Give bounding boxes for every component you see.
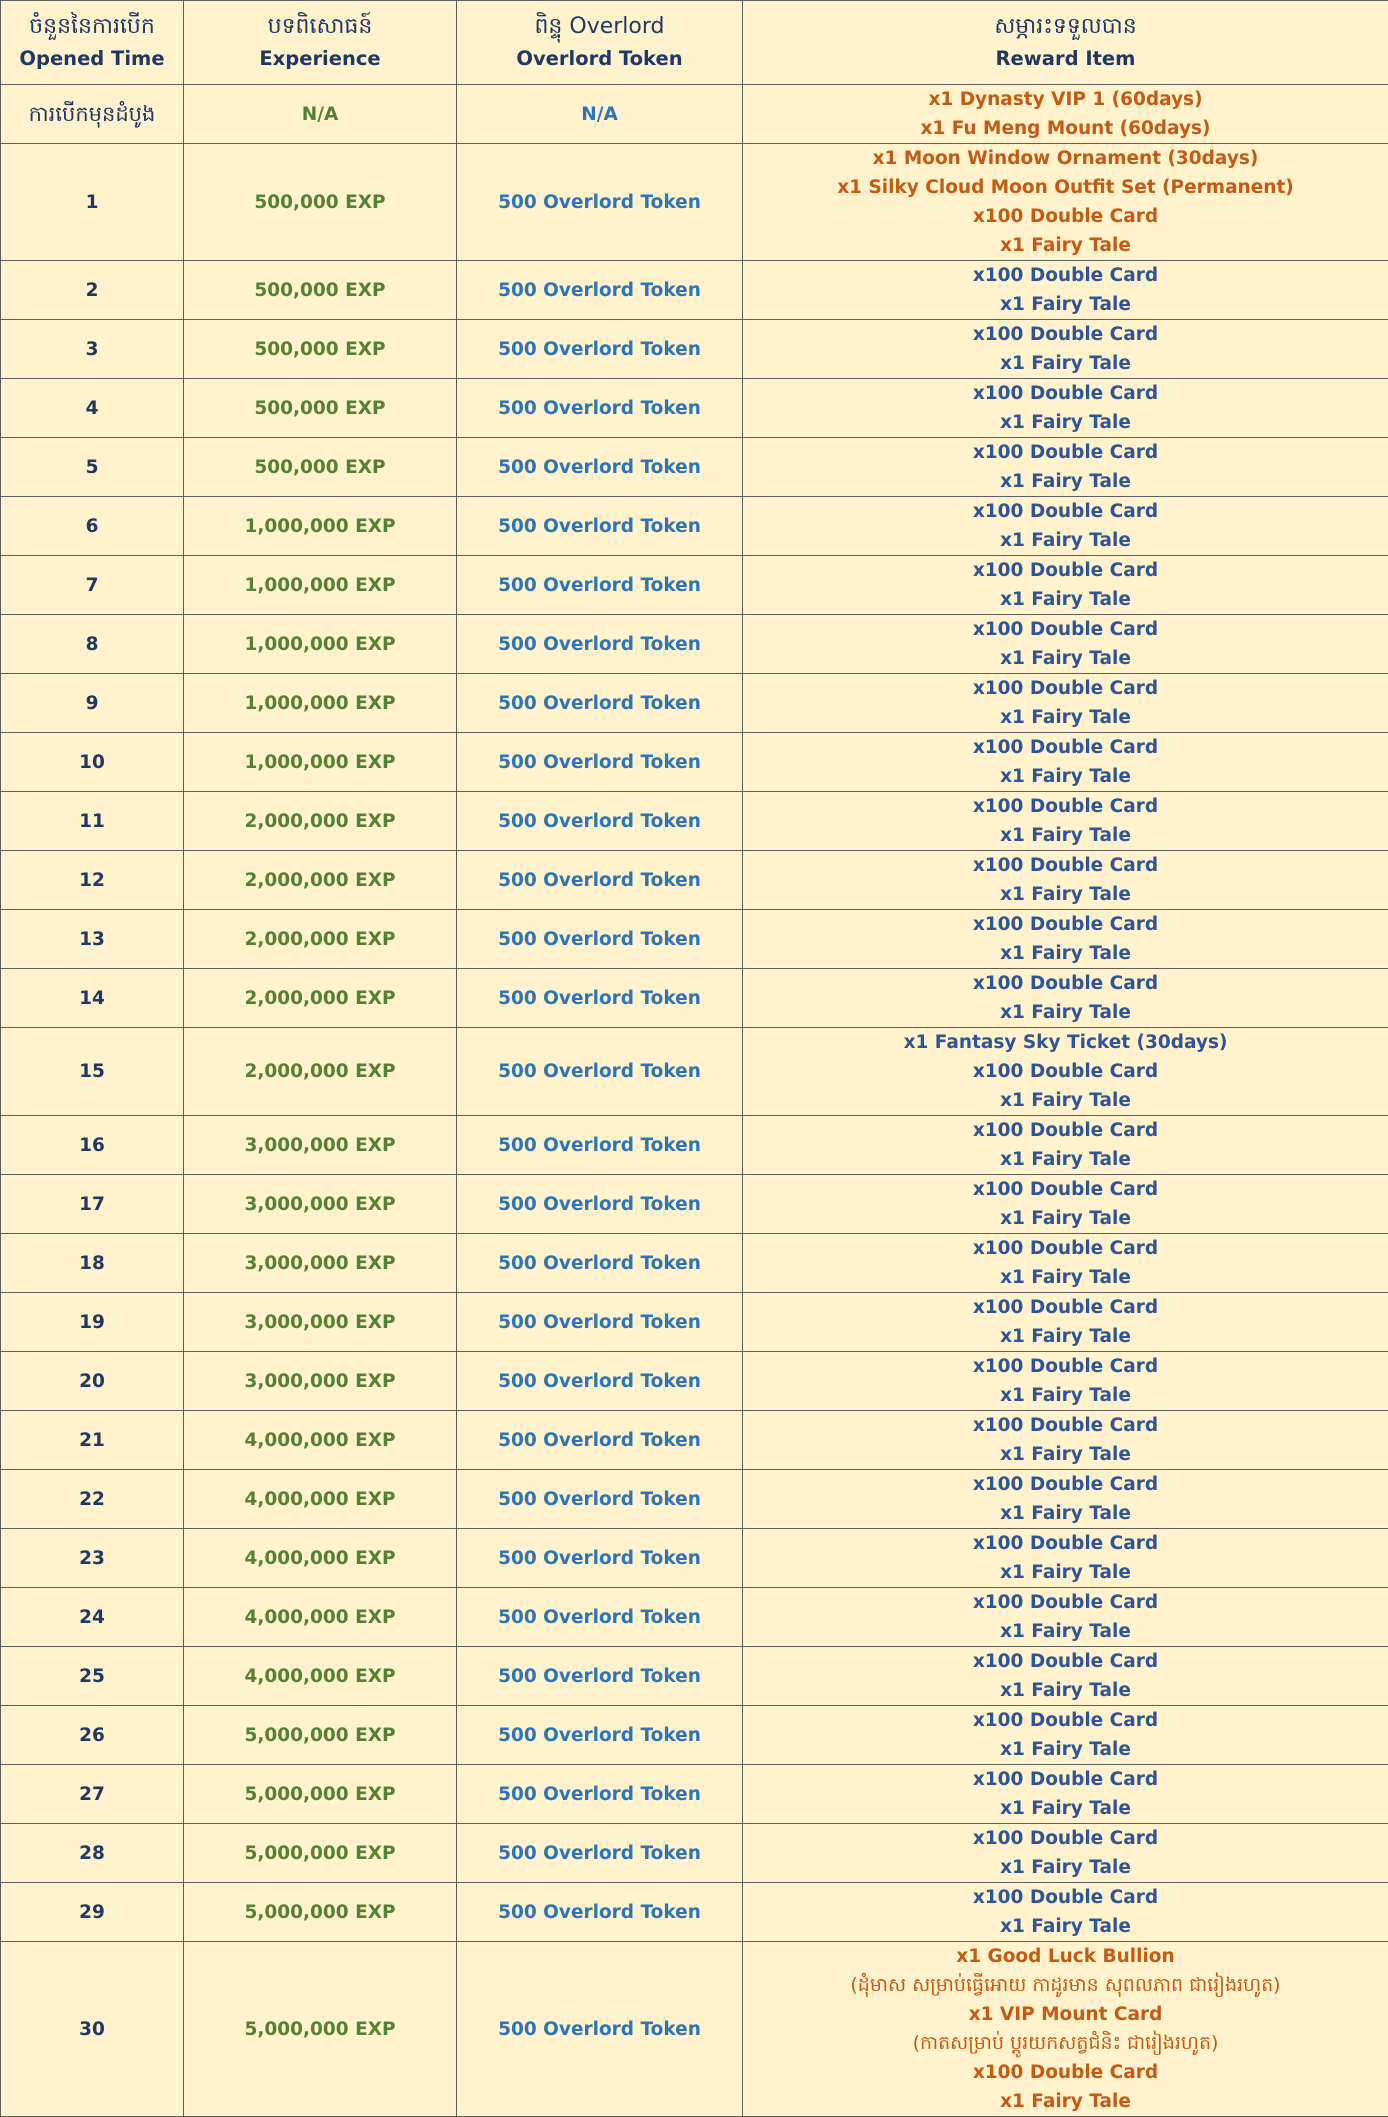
- token-cell: 500 Overlord Token: [457, 1942, 743, 2117]
- table-row: [1, 144, 1388, 261]
- reward-line: x1 Fairy Tale: [745, 1263, 1386, 1292]
- token-cell: 500 Overlord Token: [457, 1883, 743, 1942]
- opened-time-cell: 30: [1, 1942, 184, 2117]
- table-row: [1, 1116, 1388, 1175]
- reward-line: x1 Fairy Tale: [745, 1440, 1386, 1469]
- experience-cell: 4,000,000 EXP: [184, 1647, 457, 1706]
- experience-cell: 2,000,000 EXP: [184, 851, 457, 910]
- reward-cell: [743, 438, 1388, 497]
- reward-cell: [743, 1765, 1388, 1824]
- opened-time-cell: ការបើកមុនដំបូង: [1, 85, 184, 144]
- token-cell: 500 Overlord Token: [457, 1028, 743, 1116]
- reward-line: x1 Fairy Tale: [745, 1853, 1386, 1882]
- table-row: [1, 910, 1388, 969]
- reward-line: x1 Fairy Tale: [745, 1204, 1386, 1233]
- reward-cell: [743, 969, 1388, 1028]
- opened-time-cell: 28: [1, 1824, 184, 1883]
- reward-line: x1 Fairy Tale: [745, 1676, 1386, 1705]
- table-row: [1, 438, 1388, 497]
- reward-cell: [743, 1529, 1388, 1588]
- header-col3-en: Overlord Token: [459, 43, 740, 75]
- reward-line: x1 Fairy Tale: [745, 1086, 1386, 1115]
- opened-time-cell: 7: [1, 556, 184, 615]
- experience-cell: 500,000 EXP: [184, 320, 457, 379]
- reward-cell: [743, 910, 1388, 969]
- reward-line: x1 Fairy Tale: [745, 1322, 1386, 1351]
- reward-cell: [743, 1470, 1388, 1529]
- experience-cell: 2,000,000 EXP: [184, 1028, 457, 1116]
- reward-cell: [743, 1824, 1388, 1883]
- reward-line: x100 Double Card: [745, 202, 1386, 231]
- reward-line: x100 Double Card: [745, 1647, 1386, 1676]
- token-cell: 500 Overlord Token: [457, 733, 743, 792]
- opened-time-cell: 23: [1, 1529, 184, 1588]
- experience-cell: 5,000,000 EXP: [184, 1942, 457, 2117]
- table-row: [1, 1352, 1388, 1411]
- header-col2-en: Experience: [186, 43, 454, 75]
- reward-cell: [743, 1588, 1388, 1647]
- token-cell: 500 Overlord Token: [457, 969, 743, 1028]
- reward-line: x1 Silky Cloud Moon Outfit Set (Permanent): [745, 173, 1386, 202]
- reward-line: x1 Fairy Tale: [745, 703, 1386, 732]
- reward-line: x100 Double Card: [745, 1706, 1386, 1735]
- reward-line: x1 Fantasy Sky Ticket (30days): [745, 1028, 1386, 1057]
- token-cell: 500 Overlord Token: [457, 1588, 743, 1647]
- reward-line: x1 Fairy Tale: [745, 408, 1386, 437]
- reward-line: x1 Fairy Tale: [745, 467, 1386, 496]
- experience-cell: 4,000,000 EXP: [184, 1529, 457, 1588]
- token-cell: 500 Overlord Token: [457, 1706, 743, 1765]
- reward-line: x1 Fairy Tale: [745, 585, 1386, 614]
- opened-time-cell: 19: [1, 1293, 184, 1352]
- opened-time-cell: 9: [1, 674, 184, 733]
- opened-time-cell: 13: [1, 910, 184, 969]
- opened-time-cell: 10: [1, 733, 184, 792]
- token-cell: 500 Overlord Token: [457, 851, 743, 910]
- reward-line: x100 Double Card: [745, 1352, 1386, 1381]
- token-cell: 500 Overlord Token: [457, 144, 743, 261]
- experience-cell: 2,000,000 EXP: [184, 792, 457, 851]
- reward-cell: [743, 1293, 1388, 1352]
- reward-line: x100 Double Card: [745, 1765, 1386, 1794]
- experience-cell: 4,000,000 EXP: [184, 1588, 457, 1647]
- table-row: [1, 379, 1388, 438]
- reward-line: x100 Double Card: [745, 2058, 1386, 2087]
- header-col4-km: សម្ភារះទទួលបាន: [745, 11, 1386, 43]
- table-row: [1, 1824, 1388, 1883]
- opened-time-cell: 2: [1, 261, 184, 320]
- experience-cell: 5,000,000 EXP: [184, 1883, 457, 1942]
- reward-cell: [743, 1411, 1388, 1470]
- reward-cell: [743, 261, 1388, 320]
- reward-cell: [743, 674, 1388, 733]
- opened-time-cell: 12: [1, 851, 184, 910]
- table-row: [1, 320, 1388, 379]
- reward-line: x1 Fairy Tale: [745, 998, 1386, 1027]
- reward-line: x1 Fairy Tale: [745, 526, 1386, 555]
- table-row: [1, 1647, 1388, 1706]
- reward-line: x1 Fairy Tale: [745, 231, 1386, 260]
- reward-line: x100 Double Card: [745, 497, 1386, 526]
- reward-line: x100 Double Card: [745, 1116, 1386, 1145]
- reward-cell: [743, 851, 1388, 910]
- table-row: [1, 1588, 1388, 1647]
- reward-line: x100 Double Card: [745, 1293, 1386, 1322]
- reward-line: x1 Fairy Tale: [745, 939, 1386, 968]
- opened-time-cell: 1: [1, 144, 184, 261]
- table-row: [1, 1529, 1388, 1588]
- table-row: [1, 792, 1388, 851]
- experience-cell: 1,000,000 EXP: [184, 556, 457, 615]
- experience-cell: 2,000,000 EXP: [184, 969, 457, 1028]
- reward-cell: [743, 1883, 1388, 1942]
- reward-cell: [743, 320, 1388, 379]
- reward-line: x100 Double Card: [745, 1529, 1386, 1558]
- table-row: [1, 1293, 1388, 1352]
- token-cell: 500 Overlord Token: [457, 1647, 743, 1706]
- token-cell: 500 Overlord Token: [457, 1116, 743, 1175]
- experience-cell: 3,000,000 EXP: [184, 1352, 457, 1411]
- reward-line: x100 Double Card: [745, 438, 1386, 467]
- reward-cell: [743, 1352, 1388, 1411]
- reward-line: x1 Fairy Tale: [745, 1381, 1386, 1410]
- reward-line: x1 Fairy Tale: [745, 1617, 1386, 1646]
- reward-line: x1 Fairy Tale: [745, 762, 1386, 791]
- experience-cell: N/A: [184, 85, 457, 144]
- opened-time-cell: 27: [1, 1765, 184, 1824]
- experience-cell: 3,000,000 EXP: [184, 1116, 457, 1175]
- reward-cell: [743, 1706, 1388, 1765]
- reward-line: x100 Double Card: [745, 379, 1386, 408]
- opened-time-cell: 18: [1, 1234, 184, 1293]
- reward-line: x100 Double Card: [745, 910, 1386, 939]
- token-cell: 500 Overlord Token: [457, 1234, 743, 1293]
- reward-line: x100 Double Card: [745, 792, 1386, 821]
- table-row: [1, 615, 1388, 674]
- reward-line: x1 Fairy Tale: [745, 1735, 1386, 1764]
- reward-line: x1 Fairy Tale: [745, 1558, 1386, 1587]
- table-row: [1, 851, 1388, 910]
- token-cell: 500 Overlord Token: [457, 556, 743, 615]
- token-cell: 500 Overlord Token: [457, 379, 743, 438]
- token-cell: N/A: [457, 85, 743, 144]
- experience-cell: 500,000 EXP: [184, 261, 457, 320]
- reward-cell: [743, 497, 1388, 556]
- token-cell: 500 Overlord Token: [457, 615, 743, 674]
- header-col1-km: ចំនួននៃការបើក: [3, 11, 181, 43]
- reward-cell: [743, 85, 1388, 144]
- reward-line: x100 Double Card: [745, 556, 1386, 585]
- header-col4-en: Reward Item: [745, 43, 1386, 75]
- reward-cell: [743, 1942, 1388, 2117]
- reward-cell: [743, 1116, 1388, 1175]
- experience-cell: 500,000 EXP: [184, 438, 457, 497]
- experience-cell: 5,000,000 EXP: [184, 1765, 457, 1824]
- opened-time-cell: 24: [1, 1588, 184, 1647]
- opened-time-cell: 8: [1, 615, 184, 674]
- experience-cell: 1,000,000 EXP: [184, 497, 457, 556]
- reward-line: x1 Fairy Tale: [745, 2087, 1386, 2116]
- reward-line: x1 Fairy Tale: [745, 349, 1386, 378]
- reward-line: (ដុំមាស សម្រាប់ធ្វើអោយ កាដូរមាន សុពលភាព ជារៀងរហូត): [745, 1971, 1386, 2000]
- opened-time-cell: 4: [1, 379, 184, 438]
- opened-time-cell: 5: [1, 438, 184, 497]
- reward-line: x1 VIP Mount Card: [745, 2000, 1386, 2029]
- experience-cell: 3,000,000 EXP: [184, 1293, 457, 1352]
- table-row: [1, 1942, 1388, 2117]
- table-row: [1, 556, 1388, 615]
- reward-line: x1 Good Luck Bullion: [745, 1942, 1386, 1971]
- reward-line: x1 Fairy Tale: [745, 1912, 1386, 1941]
- token-cell: 500 Overlord Token: [457, 1293, 743, 1352]
- reward-line: x1 Fu Meng Mount (60days): [745, 114, 1386, 143]
- reward-line: x1 Fairy Tale: [745, 821, 1386, 850]
- opened-time-cell: 16: [1, 1116, 184, 1175]
- header-col2-km: បទពិសោធន៍: [186, 11, 454, 43]
- token-cell: 500 Overlord Token: [457, 1529, 743, 1588]
- experience-cell: 1,000,000 EXP: [184, 733, 457, 792]
- token-cell: 500 Overlord Token: [457, 438, 743, 497]
- opened-time-cell: 15: [1, 1028, 184, 1116]
- reward-line: x1 Fairy Tale: [745, 290, 1386, 319]
- table-row: [1, 969, 1388, 1028]
- opened-time-cell: 14: [1, 969, 184, 1028]
- reward-line: x100 Double Card: [745, 1411, 1386, 1440]
- opened-time-cell: 29: [1, 1883, 184, 1942]
- experience-cell: 2,000,000 EXP: [184, 910, 457, 969]
- experience-cell: 4,000,000 EXP: [184, 1411, 457, 1470]
- token-cell: 500 Overlord Token: [457, 792, 743, 851]
- reward-line: x1 Fairy Tale: [745, 1499, 1386, 1528]
- header-row: [1, 1, 1388, 85]
- reward-line: x100 Double Card: [745, 1588, 1386, 1617]
- reward-line: x100 Double Card: [745, 1057, 1386, 1086]
- experience-cell: 5,000,000 EXP: [184, 1824, 457, 1883]
- token-cell: 500 Overlord Token: [457, 1824, 743, 1883]
- reward-line: x100 Double Card: [745, 1824, 1386, 1853]
- reward-line: x100 Double Card: [745, 1234, 1386, 1263]
- experience-cell: 3,000,000 EXP: [184, 1175, 457, 1234]
- token-cell: 500 Overlord Token: [457, 1765, 743, 1824]
- opened-time-cell: 6: [1, 497, 184, 556]
- reward-line: x1 Fairy Tale: [745, 644, 1386, 673]
- table-row: [1, 1706, 1388, 1765]
- reward-cell: [743, 1234, 1388, 1293]
- table-row: [1, 1470, 1388, 1529]
- reward-line: x1 Fairy Tale: [745, 880, 1386, 909]
- reward-cell: [743, 733, 1388, 792]
- token-cell: 500 Overlord Token: [457, 1352, 743, 1411]
- token-cell: 500 Overlord Token: [457, 261, 743, 320]
- reward-line: x1 Dynasty VIP 1 (60days): [745, 85, 1386, 114]
- experience-cell: 500,000 EXP: [184, 379, 457, 438]
- token-cell: 500 Overlord Token: [457, 674, 743, 733]
- opened-time-cell: 3: [1, 320, 184, 379]
- token-cell: 500 Overlord Token: [457, 1411, 743, 1470]
- experience-cell: 1,000,000 EXP: [184, 674, 457, 733]
- reward-line: x100 Double Card: [745, 320, 1386, 349]
- opened-time-cell: 25: [1, 1647, 184, 1706]
- reward-cell: [743, 792, 1388, 851]
- reward-line: x100 Double Card: [745, 615, 1386, 644]
- table-row: [1, 1765, 1388, 1824]
- table-row-first-open: [1, 85, 1388, 144]
- reward-cell: [743, 144, 1388, 261]
- header-experience: [184, 1, 457, 85]
- table-row: [1, 1883, 1388, 1942]
- experience-cell: 1,000,000 EXP: [184, 615, 457, 674]
- table-row: [1, 1175, 1388, 1234]
- reward-line: x100 Double Card: [745, 261, 1386, 290]
- experience-cell: 4,000,000 EXP: [184, 1470, 457, 1529]
- token-cell: 500 Overlord Token: [457, 910, 743, 969]
- token-cell: 500 Overlord Token: [457, 1470, 743, 1529]
- token-cell: 500 Overlord Token: [457, 320, 743, 379]
- reward-line: x100 Double Card: [745, 851, 1386, 880]
- reward-line: x100 Double Card: [745, 733, 1386, 762]
- header-opened-time: [1, 1, 184, 85]
- header-reward-item: [743, 1, 1388, 85]
- table-row: [1, 674, 1388, 733]
- header-col1-en: Opened Time: [3, 43, 181, 75]
- reward-line: (កាតសម្រាប់ ប្តូរយកសត្វជំនិះ ជារៀងរហូត): [745, 2029, 1386, 2058]
- experience-cell: 5,000,000 EXP: [184, 1706, 457, 1765]
- reward-cell: [743, 1028, 1388, 1116]
- table-row: [1, 497, 1388, 556]
- experience-cell: 3,000,000 EXP: [184, 1234, 457, 1293]
- reward-cell: [743, 1175, 1388, 1234]
- opened-time-cell: 22: [1, 1470, 184, 1529]
- opened-time-cell: 17: [1, 1175, 184, 1234]
- opened-time-cell: 26: [1, 1706, 184, 1765]
- token-cell: 500 Overlord Token: [457, 1175, 743, 1234]
- reward-cell: [743, 379, 1388, 438]
- reward-line: x100 Double Card: [745, 969, 1386, 998]
- table-row: [1, 1028, 1388, 1116]
- table-row: [1, 1234, 1388, 1293]
- header-overlord-token: [457, 1, 743, 85]
- table-row: [1, 261, 1388, 320]
- table-row: [1, 733, 1388, 792]
- experience-cell: 500,000 EXP: [184, 144, 457, 261]
- reward-cell: [743, 556, 1388, 615]
- reward-line: x100 Double Card: [745, 1883, 1386, 1912]
- reward-cell: [743, 615, 1388, 674]
- reward-line: x100 Double Card: [745, 1175, 1386, 1204]
- opened-time-cell: 20: [1, 1352, 184, 1411]
- table-row: [1, 1411, 1388, 1470]
- reward-line: x1 Moon Window Ornament (30days): [745, 144, 1386, 173]
- reward-cell: [743, 1647, 1388, 1706]
- reward-line: x100 Double Card: [745, 1470, 1386, 1499]
- reward-line: x1 Fairy Tale: [745, 1794, 1386, 1823]
- reward-line: x1 Fairy Tale: [745, 1145, 1386, 1174]
- opened-time-cell: 11: [1, 792, 184, 851]
- header-col3-km: ពិន្ទុ Overlord: [459, 11, 740, 43]
- token-cell: 500 Overlord Token: [457, 497, 743, 556]
- opened-time-cell: 21: [1, 1411, 184, 1470]
- reward-line: x100 Double Card: [745, 674, 1386, 703]
